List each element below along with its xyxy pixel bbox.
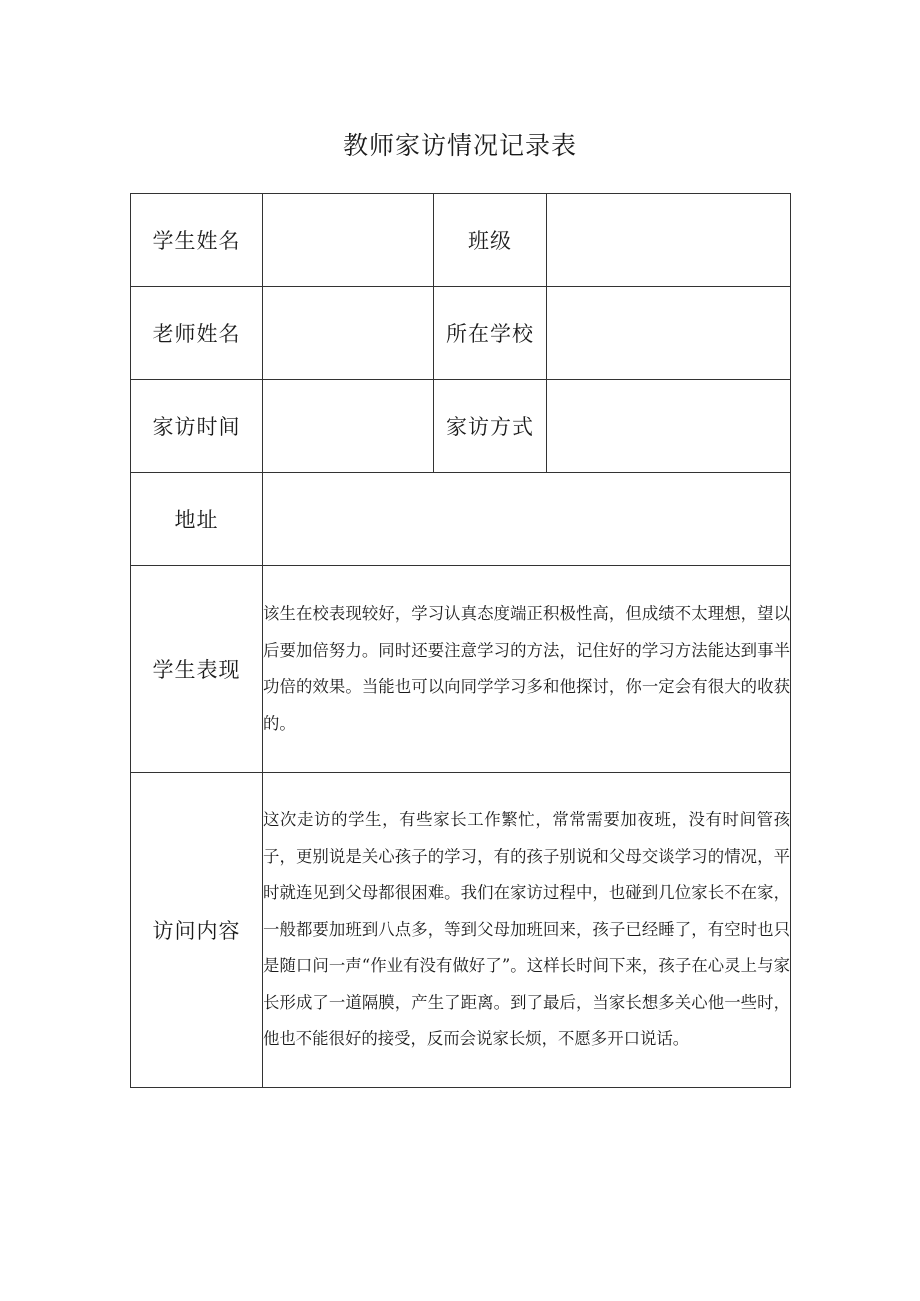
table-row-teacher xyxy=(131,287,791,380)
student-name-field[interactable] xyxy=(263,194,434,287)
address-field[interactable] xyxy=(263,473,791,566)
teacher-name-label: 老师姓名 xyxy=(131,287,263,380)
table-row-address xyxy=(131,473,791,566)
home-visit-record-table xyxy=(130,193,791,1088)
table-row-visit xyxy=(131,380,791,473)
address-label: 地址 xyxy=(131,473,263,566)
student-name-label: 学生姓名 xyxy=(131,194,263,287)
table-row-student xyxy=(131,194,791,287)
class-field[interactable] xyxy=(547,194,791,287)
table-row-content xyxy=(131,773,791,1088)
visit-time-field[interactable] xyxy=(263,380,434,473)
school-field[interactable] xyxy=(547,287,791,380)
performance-text[interactable]: 该生在校表现较好，学习认真态度端正积极性高，但成绩不太理想，望以后要加倍努力。同时还要注意学习的方法，记住好的学习方法能达到事半功倍的效果。当能也可以向同学学习多和他探讨，你一定会有很大的收获的。 xyxy=(263,566,791,773)
content-text[interactable]: 这次走访的学生，有些家长工作繁忙，常常需要加夜班，没有时间管孩子，更别说是关心孩子的学习，有的孩子别说和父母交谈学习的情况，平时就连见到父母都很困难。我们在家访过程中，也碰到几位家长不在家，一般都要加班到八点多，等到父母加班回来，孩子已经睡了，有空时也只是随口问一声“作业有没有做好了”。这样长时间下来，孩子在心灵上与家长形成了一道隔膜，产生了距离。到了最后，当家长想多关心他一些时，他也不能很好的接受，反而会说家长烦，不愿多开口说话。 xyxy=(263,773,791,1088)
teacher-name-field[interactable] xyxy=(263,287,434,380)
visit-method-field[interactable] xyxy=(547,380,791,473)
performance-label: 学生表现 xyxy=(131,566,263,773)
page-title: 教师家访情况记录表 xyxy=(342,131,577,160)
table-row-performance xyxy=(131,566,791,773)
school-label: 所在学校 xyxy=(434,287,547,380)
visit-method-label: 家访方式 xyxy=(434,380,547,473)
visit-time-label: 家访时间 xyxy=(131,380,263,473)
content-label: 访问内容 xyxy=(131,773,263,1088)
class-label: 班级 xyxy=(434,194,547,287)
